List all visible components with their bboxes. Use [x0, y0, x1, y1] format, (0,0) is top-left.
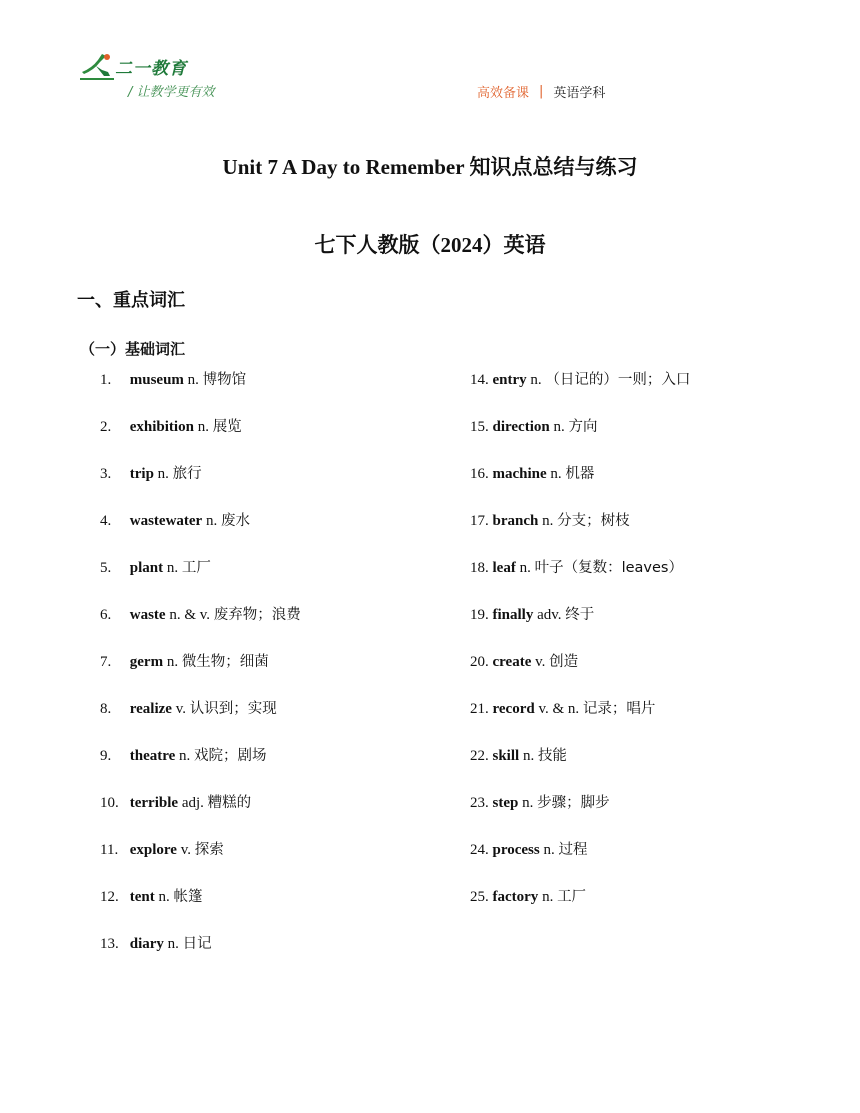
vocab-number: 1. [100, 372, 112, 388]
vocab-meaning: 废水 [220, 513, 250, 529]
vocab-pos: v. [175, 701, 186, 717]
vocab-word: finally [492, 607, 534, 623]
vocab-meaning: 技能 [537, 748, 567, 764]
tag-separator: | [539, 84, 544, 99]
vocab-item [470, 464, 690, 511]
vocab-pos: n. [542, 889, 554, 905]
vocab-column-right [470, 370, 690, 934]
vocab-pos: n. [543, 842, 555, 858]
vocab-word: create [492, 654, 532, 670]
vocab-word: skill [492, 748, 520, 764]
vocab-number: 25. [470, 889, 489, 905]
vocab-number: 21. [470, 701, 489, 717]
vocab-pos: n. [519, 560, 531, 576]
vocab-item [100, 793, 301, 840]
header-tags [477, 82, 605, 101]
vocab-pos: n. [522, 795, 534, 811]
vocab-pos: n. [166, 560, 179, 576]
vocab-word: plant [129, 560, 164, 576]
vocab-word: record [492, 701, 535, 717]
vocab-item [470, 511, 690, 558]
vocab-pos: v. [535, 654, 546, 670]
vocab-meaning: 日记 [182, 936, 212, 952]
vocab-item [470, 746, 690, 793]
vocab-item [470, 652, 690, 699]
vocab-number: 19. [470, 607, 489, 623]
vocab-number: 14. [470, 372, 489, 388]
vocab-number: 12. [100, 889, 119, 905]
vocab-word: terrible [129, 795, 179, 811]
vocab-word: museum [129, 372, 184, 388]
tag-subject: 英语学科 [553, 86, 606, 101]
vocab-number: 5. [100, 560, 112, 576]
vocab-number: 8. [100, 701, 112, 717]
vocab-meaning: 步骤；脚步 [537, 795, 610, 811]
vocab-word: branch [492, 513, 539, 529]
vocab-pos: n. [205, 513, 218, 529]
vocab-item [100, 934, 301, 981]
vocab-number: 18. [470, 560, 489, 576]
document-subtitle: 七下人教版（2024）英语 [314, 233, 546, 257]
vocab-item [100, 840, 301, 887]
vocab-meaning: 工厂 [557, 889, 587, 905]
vocab-word: entry [492, 372, 527, 388]
document-title: Unit 7 A Day to Remember 知识点总结与练习 [222, 155, 638, 179]
vocab-meaning: 工厂 [181, 560, 211, 576]
vocab-item [470, 840, 690, 887]
vocab-pos: v. [180, 842, 191, 858]
vocab-number: 13. [100, 936, 119, 952]
vocab-number: 11. [100, 842, 119, 858]
vocab-word: realize [129, 701, 172, 717]
subsection-heading: （一）基础词汇 [80, 340, 186, 358]
vocab-item [470, 887, 690, 934]
vocab-item [100, 464, 301, 511]
vocab-item [100, 605, 301, 652]
vocab-item [100, 699, 301, 746]
vocab-item [470, 699, 690, 746]
vocab-word: waste [129, 607, 166, 623]
vocab-pos: n. [167, 936, 179, 952]
vocab-pos: n. [550, 466, 562, 482]
vocab-meaning: （日记的）一则；入口 [545, 372, 691, 388]
vocab-number: 22. [470, 748, 489, 764]
vocab-meaning: 机器 [565, 466, 595, 482]
section-heading: 一、重点词汇 [77, 290, 185, 311]
vocab-meaning: 博物馆 [202, 372, 247, 388]
vocab-word: direction [492, 419, 550, 435]
vocab-pos: v. & n. [538, 701, 580, 717]
slogan: / 让教学更有效 [128, 85, 215, 100]
vocab-pos: n. & v. [169, 607, 211, 623]
vocab-number: 6. [100, 607, 112, 623]
vocab-word: tent [129, 889, 155, 905]
vocab-number: 17. [470, 513, 489, 529]
vocab-pos: n. [166, 654, 179, 670]
vocab-meaning: 戏院；剧场 [194, 748, 267, 764]
vocab-item [100, 511, 301, 558]
vocab-pos: n. [197, 419, 209, 435]
vocab-meaning: 帐篷 [173, 889, 203, 905]
vocab-item [470, 417, 690, 464]
vocab-word: process [492, 842, 540, 858]
vocab-meaning: 创造 [549, 654, 579, 670]
vocab-meaning: 废弃物；浪费 [213, 607, 301, 623]
vocab-word: explore [129, 842, 177, 858]
vocab-number: 3. [100, 466, 112, 482]
vocab-word: leaf [492, 560, 516, 576]
vocab-word: step [492, 795, 519, 811]
vocab-number: 20. [470, 654, 489, 670]
vocab-item [100, 652, 301, 699]
vocab-item [100, 417, 301, 464]
vocab-meaning: 探索 [194, 842, 224, 858]
tag-efficient-prep: 高效备课 [477, 86, 530, 101]
vocab-word: germ [129, 654, 164, 670]
vocab-item [470, 370, 690, 417]
vocab-meaning: 方向 [568, 419, 598, 435]
vocab-meaning: 分支；树枝 [557, 513, 630, 529]
vocab-number: 2. [100, 419, 112, 435]
vocab-number: 10. [100, 795, 119, 811]
vocab-column-left [100, 370, 301, 981]
vocab-pos: adj. [181, 795, 204, 811]
vocab-pos: n. [522, 748, 535, 764]
vocab-item [470, 605, 690, 652]
vocab-number: 4. [100, 513, 112, 529]
vocab-number: 23. [470, 795, 489, 811]
vocab-word: factory [492, 889, 539, 905]
vocab-item [100, 746, 301, 793]
vocab-pos: n. [157, 466, 169, 482]
vocab-meaning: 过程 [558, 842, 588, 858]
vocab-item [100, 887, 301, 934]
vocab-meaning: 旅行 [172, 466, 202, 482]
vocab-pos: n. [542, 513, 554, 529]
logo-text: 二一教育 [115, 59, 187, 79]
vocab-pos: adv. [537, 607, 562, 623]
vocab-word: exhibition [129, 419, 194, 435]
vocab-number: 16. [470, 466, 489, 482]
vocab-number: 15. [470, 419, 489, 435]
vocab-number: 24. [470, 842, 489, 858]
vocab-word: trip [129, 466, 154, 482]
vocab-meaning: 微生物；细菌 [181, 654, 269, 670]
vocab-pos: n. [187, 372, 199, 388]
vocab-word: theatre [129, 748, 176, 764]
vocab-item [470, 558, 690, 605]
vocab-word: diary [129, 936, 164, 952]
vocab-meaning: 记录；唱片 [582, 701, 656, 717]
vocab-pos: n. [553, 419, 565, 435]
vocab-meaning: 糟糕的 [207, 795, 252, 811]
vocab-item [470, 793, 690, 840]
vocab-meaning: 认识到；实现 [189, 701, 277, 717]
vocab-item [100, 370, 301, 417]
vocab-meaning: 终于 [565, 607, 595, 623]
vocab-word: machine [492, 466, 547, 482]
vocab-word: wastewater [129, 513, 203, 529]
vocab-number: 7. [100, 654, 112, 670]
vocab-meaning: 叶子（复数：leaves） [534, 560, 683, 576]
vocab-pos: n. [158, 889, 170, 905]
vocab-meaning: 展览 [212, 419, 242, 435]
vocab-pos: n. [179, 748, 191, 764]
vocab-pos: n. [530, 372, 542, 388]
vocab-item [100, 558, 301, 605]
vocab-number: 9. [100, 748, 112, 764]
